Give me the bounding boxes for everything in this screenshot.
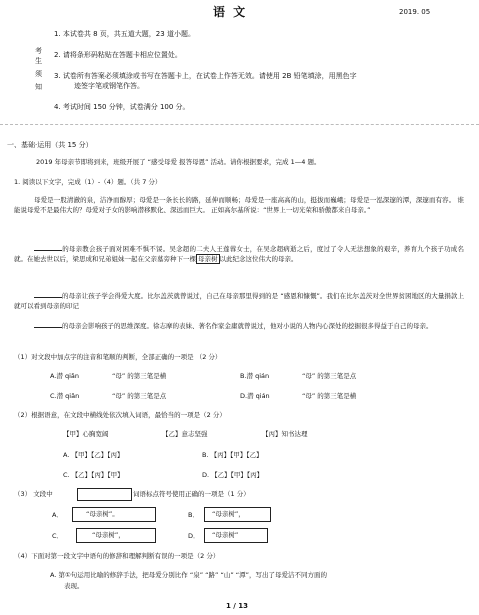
section-divider — [0, 124, 479, 125]
passage-paragraph-3 — [14, 290, 464, 311]
option-b-stroke: “母” 的第三笔是点 — [302, 372, 357, 380]
option-d-pinyin[interactable]: D.潜 qián — [240, 392, 270, 400]
notice-label-char: 知 — [35, 83, 42, 91]
option-c[interactable]: C. 【乙】【丙】【甲】 — [63, 471, 124, 479]
option-c-text: “母亲树”， — [92, 531, 125, 539]
question-1-stem: 1. 阅读以下文字，完成（1）-（4）题。（共 7 分） — [14, 178, 162, 186]
option-b-label[interactable]: B． — [188, 511, 199, 519]
passage-3-text: 的母亲让孩子学会得爱大度。比尔盖茨就曾说过，自己在母亲那里得到的是 “感恩和慷慨”。我们在比尔盖茨对全世界贫困地区的大量捐款上就可以看到母亲的印记 — [14, 292, 464, 310]
option-a-label[interactable]: A． — [52, 511, 63, 519]
word-choice-yi: 【乙】意志坚强 — [162, 430, 208, 438]
option-a[interactable]: A. 【甲】【乙】【丙】 — [63, 451, 124, 459]
word-choice-jia: 【甲】心胸宽阔 — [63, 430, 109, 438]
blank-box — [77, 488, 132, 501]
option-c-label[interactable]: C． — [52, 532, 64, 540]
passage-4-text: 的母亲会影响孩子的思维深度。徐志摩的表妹、著名作家金庸就曾说过，他对小说的人物内心深处的挖掘很多得益于自己的母亲。 — [62, 322, 433, 330]
page-title: 语 文 — [213, 5, 248, 19]
option-b-text: “母亲树”， — [212, 510, 245, 518]
subquestion-4-stem: （4）下面对第一段文字中语句的修辞和理解判断有误的一项是（2 分） — [14, 552, 220, 560]
option-d[interactable]: D. 【乙】【甲】【丙】 — [202, 471, 264, 479]
marked-phrase: 母亲树 — [198, 254, 218, 263]
passage-paragraph-4 — [14, 320, 464, 332]
option-c-pinyin[interactable]: C.潜 qiǎn — [50, 392, 80, 400]
option-a-text[interactable]: A. 第①句运用比喻的修辞手法，把母爱分别比作 “泉” “路” “山” “潭”，写出了母爱洁不同方面的 — [50, 571, 327, 579]
passage-2-end: 以此纪念这位伟大的母亲。 — [219, 254, 298, 263]
notice-item-4: 4. 考试时间 150 分钟，试卷满分 100 分。 — [54, 103, 190, 111]
fill-blank — [34, 320, 62, 328]
option-b[interactable]: B. 【丙】【甲】【乙】 — [202, 451, 263, 459]
option-c-stroke: “母” 的第三笔是点 — [112, 392, 167, 400]
subquestion-2-stem: （2）根据语意，在文段中横线处依次填入词语，最恰当的一项是（2 分） — [14, 411, 226, 419]
option-a-stroke: “母” 的第三笔是横 — [112, 372, 167, 380]
exam-date: 2019. 05 — [399, 8, 431, 16]
section-intro: 2019 年母亲节即将到来，班级开展了 “感受母爱 报答母恩” 活动。请你根据要求，完成 1—4 题。 — [36, 158, 321, 166]
section-heading: 一、基础·运用（共 15 分） — [7, 141, 93, 149]
word-choice-bing: 【丙】知书达理 — [262, 430, 308, 438]
notice-item-3: 3. 试卷所有答案必须填涂或书写在答题卡上，在试卷上作答无效。请使用 2B 铅笔填涂，用黑色字 — [54, 72, 357, 80]
option-d-text: “母亲树” — [212, 531, 239, 539]
option-a-text-cont: 表现。 — [64, 582, 84, 590]
notice-label-char: 须 — [35, 70, 42, 78]
subquestion-1-stem: （1）对文段中加点字的注音和笔顺的判断，全部正确的一项是 （2 分） — [14, 353, 222, 361]
notice-item-3-cont: 迹签字笔或钢笔作答。 — [74, 82, 144, 90]
option-a-text: “母亲树”。 — [86, 510, 119, 518]
option-d-stroke: “母” 的第三笔是横 — [302, 392, 357, 400]
notice-label-char: 考 — [35, 47, 42, 55]
notice-item-1: 1. 本试卷共 8 页，共五道大题，23 道小题。 — [54, 30, 195, 38]
option-d-label[interactable]: D． — [188, 532, 200, 540]
fill-blank — [34, 243, 62, 251]
passage-2-text: 的母亲教会孩子面对困难不惧不馁。吴念超的二夫人王莲蓉女士，在吴念超病逝之后，度过了令人无法想象的艰辛，养育九个孩子功成名就。在她去世以后，梁思成和兄弟姐妹一起在父亲墓旁种下一棵 — [14, 245, 464, 263]
option-b-pinyin[interactable]: B.潜 qián — [240, 372, 270, 380]
subquestion-3-stem-start: （3） 文段中 — [14, 490, 53, 498]
notice-item-2: 2. 请将条形码粘贴在答题卡相应位置处。 — [54, 51, 182, 59]
page-number: 1 / 13 — [226, 602, 249, 610]
fill-blank — [34, 290, 62, 298]
passage-paragraph-2 — [14, 243, 464, 264]
subquestion-3-stem-end: 词语标点符号使用正确的一项是（1 分） — [133, 490, 250, 498]
passage-paragraph-1: 母爱是一股清澈的泉，洁净而醇厚；母爱是一条长长的路，延伸而顺畅；母爱是一座高高的山，挺拔而巍峨；母爱是一泓深邃的潭，深邃而有容。 谁能说母爱不是最伟大的？母爱对子女的影响潜移默化、深远而巨大。 正如高尔基所说：“世界上一切光荣和骄傲都来自母亲。” — [14, 196, 464, 214]
option-a-pinyin[interactable]: A.潜 qiǎn — [50, 372, 79, 380]
notice-label-char: 生 — [35, 57, 42, 65]
